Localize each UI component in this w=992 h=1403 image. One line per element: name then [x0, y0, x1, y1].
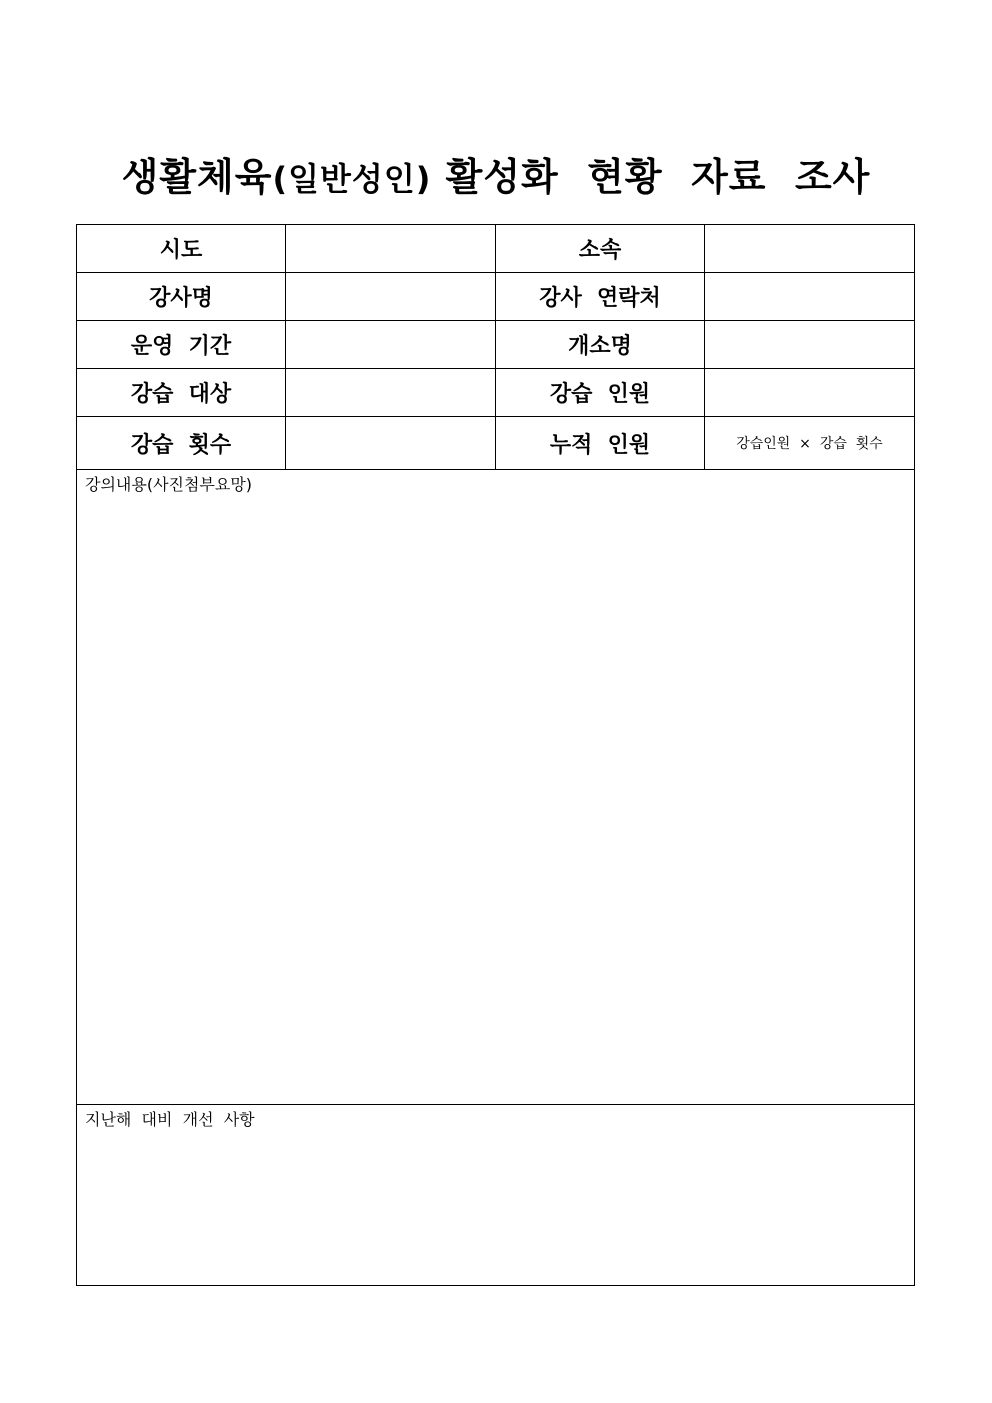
title-rest: 활성화 현황 자료 조사 [431, 155, 871, 199]
improvements-label: 지난해 대비 개선 사항 [85, 1110, 255, 1129]
affiliation-field[interactable] [705, 225, 915, 273]
label-site-name: 개소명 [496, 321, 705, 369]
lecture-content-area[interactable] [77, 470, 915, 1105]
instructor-name-field[interactable] [286, 273, 496, 321]
table-row [77, 417, 915, 470]
table-row [77, 225, 915, 273]
label-session-count: 강습 횟수 [77, 417, 286, 470]
session-count-field[interactable] [286, 417, 496, 470]
label-region: 시도 [77, 225, 286, 273]
title-main: 생활체육 [121, 155, 273, 199]
label-operation-period: 운영 기간 [77, 321, 286, 369]
table-row [77, 273, 915, 321]
label-affiliation: 소속 [496, 225, 705, 273]
target-group-field[interactable] [286, 369, 496, 417]
lecture-content-label: 강의내용(사진첨부요망) [85, 475, 253, 494]
table-row [77, 1105, 915, 1286]
survey-form-table [76, 224, 915, 1286]
label-participants: 강습 인원 [496, 369, 705, 417]
label-target-group: 강습 대상 [77, 369, 286, 417]
label-cumulative-participants: 누적 인원 [496, 417, 705, 470]
label-instructor-name: 강사명 [77, 273, 286, 321]
instructor-contact-field[interactable] [705, 273, 915, 321]
table-row [77, 470, 915, 1105]
table-row [77, 321, 915, 369]
label-instructor-contact: 강사 연락처 [496, 273, 705, 321]
table-row [77, 369, 915, 417]
operation-period-field[interactable] [286, 321, 496, 369]
title-paren: (일반성인) [272, 160, 432, 198]
region-field[interactable] [286, 225, 496, 273]
page-title [0, 152, 992, 204]
site-name-field[interactable] [705, 321, 915, 369]
improvements-area[interactable] [77, 1105, 915, 1286]
cumulative-participants-field[interactable]: 강습인원 × 강습 횟수 [705, 417, 915, 470]
participants-field[interactable] [705, 369, 915, 417]
